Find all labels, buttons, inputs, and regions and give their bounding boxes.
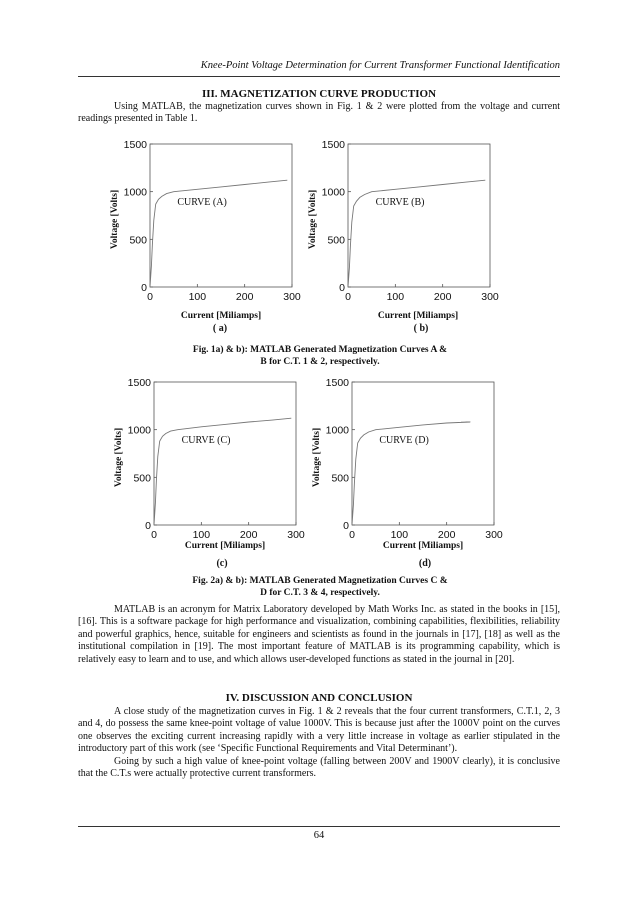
y-tick-label: 500 — [129, 234, 147, 247]
y-axis-label: Voltage [Volts] — [308, 189, 318, 250]
y-tick-label: 1000 — [325, 424, 349, 437]
header-rule — [78, 76, 560, 77]
y-axis-label: Voltage [Volts] — [114, 427, 124, 488]
x-tick-label: 100 — [188, 291, 207, 303]
subfigure-label-b: ( b) — [413, 323, 429, 334]
curve-annotation: CURVE (A) — [177, 197, 227, 209]
y-tick-label: 500 — [327, 234, 345, 247]
y-tick-label: 0 — [339, 282, 345, 294]
footer-rule — [78, 826, 560, 827]
figure-1-caption-line1: Fig. 1a) & b): MATLAB Generated Magnetization Curves A & — [192, 345, 448, 355]
x-tick-label: 300 — [283, 291, 301, 303]
y-tick-label: 0 — [343, 520, 349, 532]
discussion-text-1: A close study of the magnetization curves in Fig. 1 & 2 reveals that the four current transformers, C.T.1, 2, 3 and 4, do possess the same knee-point voltage of value 1000V. This is because just after the 1000V point on the curves one observes the exciting current increasing rapidly with a very little increase in voltage as earlier stipulated in the introductory part of this work (see ‘Specific Functional Requirements and Vital Determinant’). — [78, 706, 560, 755]
plot-frame — [154, 382, 296, 525]
page-number: 64 — [313, 830, 325, 841]
figure-2-caption-line1: Fig. 2a) & b): MATLAB Generated Magnetization Curves C & — [192, 576, 448, 586]
subfigure-label-a: ( a) — [212, 323, 228, 334]
y-axis-label: Voltage [Volts] — [110, 189, 120, 250]
chart-curve-b — [304, 134, 504, 309]
curve-annotation: CURVE (D) — [379, 435, 429, 447]
y-tick-label: 1500 — [325, 377, 349, 389]
y-tick-label: 1000 — [123, 186, 147, 199]
matlab-text: MATLAB is an acronym for Matrix Laboratory developed by Math Works Inc. as stated in the books in [15], [16]. This is a software package for high performance and visualization, combining capabilities, flexibilities, reliability and powerful graphics, hence, suitable for engineers and scientists as found in the journals in [17], [18] as well as the institutional compilation in [19]. The most important feature of MATLAB is its programming capability, which is relatively easy to learn and to use, and which allows user-developed functions as stated in the journal in [20]. — [78, 604, 560, 665]
x-tick-label: 0 — [147, 291, 153, 303]
x-tick-label: 200 — [437, 529, 456, 541]
matlab-paragraph — [78, 604, 560, 666]
x-tick-label: 200 — [239, 529, 258, 541]
plot-frame — [352, 382, 494, 525]
y-tick-label: 0 — [141, 282, 147, 294]
chart-curve-a — [106, 134, 306, 309]
x-tick-label: 300 — [485, 529, 503, 541]
section-heading-iv: IV. DISCUSSION AND CONCLUSION — [225, 692, 413, 704]
y-tick-label: 1500 — [321, 139, 345, 151]
x-tick-label: 200 — [433, 291, 452, 303]
x-tick-label: 100 — [390, 529, 409, 541]
curve-annotation: CURVE (C) — [181, 435, 231, 447]
x-axis-label-b: Current [Miliamps] — [377, 311, 459, 321]
chart-curve-d — [308, 372, 508, 547]
curve-annotation: CURVE (B) — [375, 197, 425, 209]
x-axis-label-a: Current [Miliamps] — [180, 311, 262, 321]
discussion-paragraphs — [78, 706, 560, 780]
figure-2-caption — [130, 576, 510, 599]
plot-frame — [348, 144, 490, 287]
chart-curve-c — [110, 372, 310, 547]
y-axis-label: Voltage [Volts] — [312, 427, 322, 488]
figure-2-caption-line2: D for C.T. 3 & 4, respectively. — [260, 587, 380, 598]
x-tick-label: 0 — [151, 529, 157, 541]
y-tick-label: 1000 — [127, 424, 151, 437]
discussion-text-2: Going by such a high value of knee-point voltage (falling between 200V and 1900V clearly), it is conclusive that the C.T.s were actually protective current transformers. — [78, 755, 560, 780]
plot-frame — [150, 144, 292, 287]
x-tick-label: 100 — [386, 291, 405, 303]
y-tick-label: 1000 — [321, 186, 345, 199]
y-tick-label: 500 — [331, 472, 349, 485]
x-tick-label: 300 — [481, 291, 499, 303]
subfigure-label-d: (d) — [418, 558, 432, 569]
y-tick-label: 1500 — [127, 377, 151, 389]
x-axis-label-d: Current [Miliamps] — [382, 541, 464, 551]
x-tick-label: 0 — [345, 291, 351, 303]
subfigure-label-c: (c) — [216, 558, 228, 569]
figure-1-caption-line2: B for C.T. 1 & 2, respectively. — [260, 356, 380, 367]
y-tick-label: 500 — [133, 472, 151, 485]
y-tick-label: 0 — [145, 520, 151, 532]
x-tick-label: 200 — [235, 291, 254, 303]
x-axis-label-c: Current [Miliamps] — [184, 541, 266, 551]
y-tick-label: 1500 — [123, 139, 147, 151]
intro-text: Using MATLAB, the magnetization curves shown in Fig. 1 & 2 were plotted from the voltage and current readings presented in Table 1. — [78, 101, 560, 125]
section-heading-iii: III. MAGNETIZATION CURVE PRODUCTION — [201, 88, 437, 100]
x-tick-label: 100 — [192, 529, 211, 541]
figure-1-caption — [130, 345, 510, 368]
section-intro-paragraph — [78, 101, 560, 126]
x-tick-label: 300 — [287, 529, 305, 541]
running-header: Knee-Point Voltage Determination for Current Transformer Functional Identification — [200, 60, 560, 71]
x-tick-label: 0 — [349, 529, 355, 541]
